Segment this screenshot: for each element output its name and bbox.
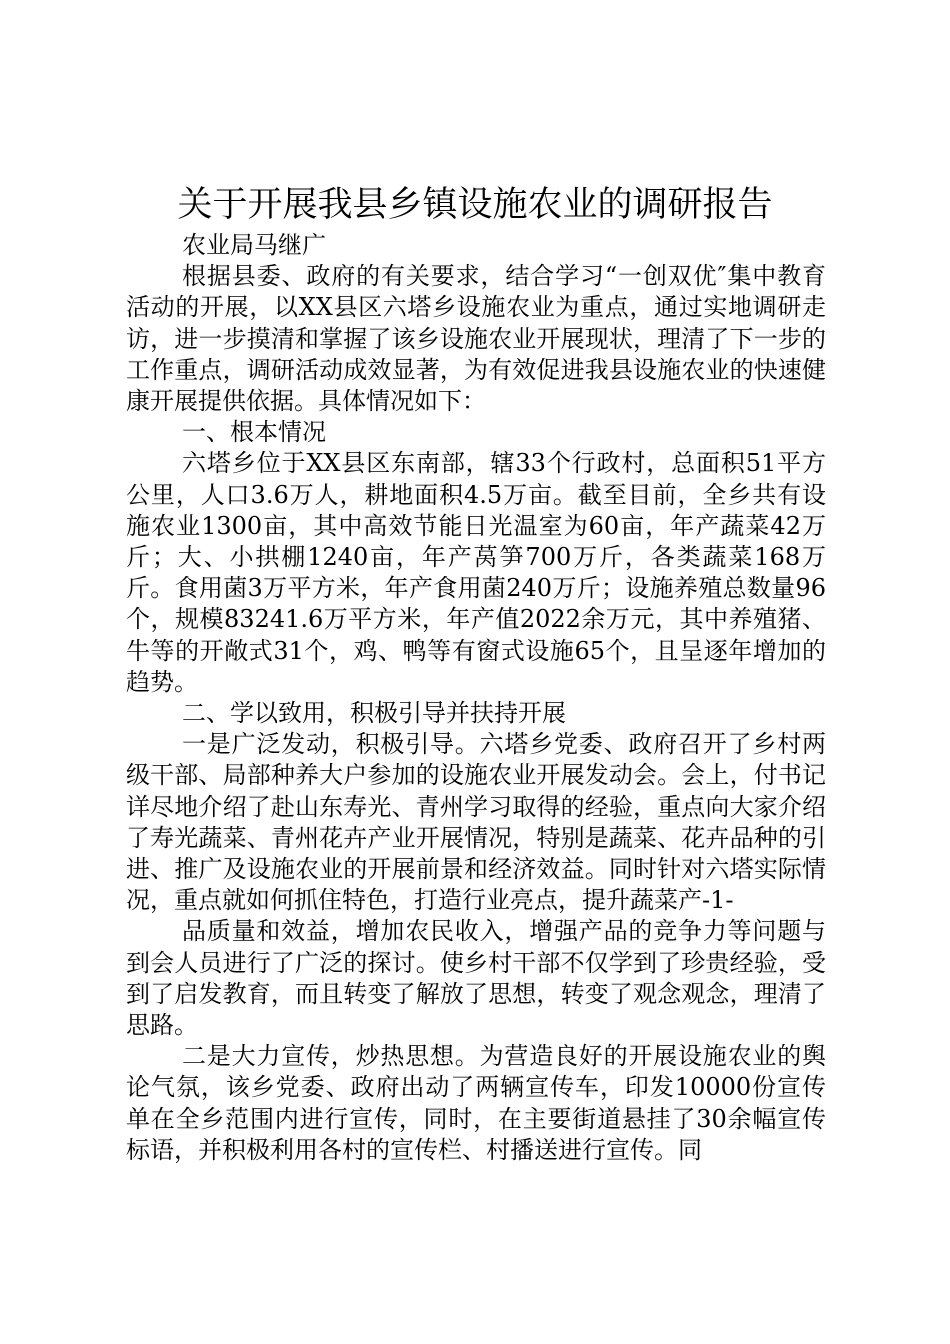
section-heading-guidance: 二、学以致用，积极引导并扶持开展 xyxy=(182,699,566,728)
section-heading-basic: 一、根本情况 xyxy=(182,418,326,447)
paragraph-intro: 根据县委、政府的有关要求，结合学习“一创双优″集中教育活动的开展，以XX县区六塔乡设施农业为重点，通过实地调研走访，进一步摸清和掌握了该乡设施农业开展现状，理清了下一步的工作重点，调研活动成效显著，为有效促进我县设施农业的快速健康开展提供依据。具体情况如下： xyxy=(126,262,826,416)
document-title: 关于开展我县乡镇设施农业的调研报告 xyxy=(177,185,773,225)
paragraph-discussion: 品质量和效益，增加农民收入，增强产品的竞争力等问题与到会人员进行了广泛的探讨。使乡村干部不仅学到了珍贵经验，受到了启发教育，而且转变了解放了思想，转变了观念观念，理清了思路。 xyxy=(126,917,826,1040)
paragraph-mobilization: 一是广泛发动，积极引导。六塔乡党委、政府召开了乡村两级干部、局部种养大户参加的设施农业开展发动会。会上，付书记详尽地介绍了赴山东寿光、青州学习取得的经验，重点向大家介绍了寿光蔬菜、青州花卉产业开展情况，特别是蔬菜、花卉品种的引进、推广及设施农业的开展前景和经济效益。同时针对六塔实际情况，重点就如何抓住特色，打造行业亮点，提升蔬菜产-1- xyxy=(126,730,826,915)
author-line: 农业局马继广 xyxy=(182,231,326,259)
paragraph-basic-situation: 六塔乡位于XX县区东南部，辖33个行政村，总面积51平方公里，人口3.6万人，耕地面积4.5万亩。截至目前，全乡共有设施农业1300亩，其中高效节能日光温室为60亩，年产蔬菜42万斤；大、小拱棚1240亩，年产莴笋700万斤，各类蔬菜168万斤。食用菌3万平方米，年产食用菌240万斤；设施养殖总数量96个，规模83241.6万平方米，年产值2022余万元，其中养殖猪、牛等的开敞式31个，鸡、鸭等有窗式设施65个，且呈逐年增加的趋势。 xyxy=(126,449,826,696)
document-body xyxy=(126,230,826,1166)
paragraph-publicity: 二是大力宣传，炒热思想。为营造良好的开展设施农业的舆论气氛，该乡党委、政府出动了两辆宣传车，印发10000份宣传单在全乡范围内进行宣传，同时，在主要街道悬挂了30余幅宣传标语，并积极利用各村的宣传栏、村播送进行宣传。同 xyxy=(126,1042,826,1164)
